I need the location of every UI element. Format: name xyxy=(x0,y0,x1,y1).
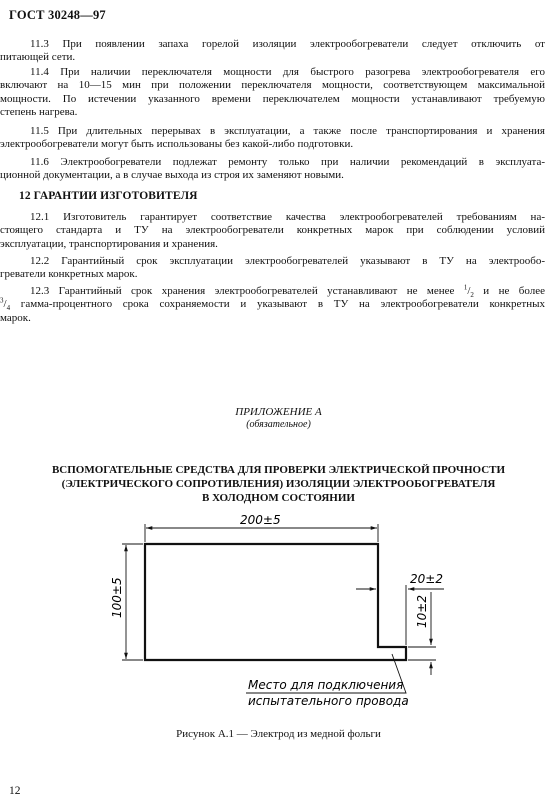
paragraph-line: ционной документации, а в случае выхода из строя их заменяют новыми. xyxy=(0,169,344,182)
paragraph-line: питающей сети. xyxy=(0,51,76,64)
figure-caption: Рисунок А.1 — Электрод из медной фольги xyxy=(176,728,381,740)
paragraph-line: 11.6 Электрообогреватели подлежат ремонту только при наличии рекомендаций в эксплуата- xyxy=(30,156,545,168)
electrode-outline xyxy=(145,544,406,660)
appendix-label: ПРИЛОЖЕНИЕ А xyxy=(235,406,322,418)
dim-tab-width-label: 20±2 xyxy=(410,572,443,586)
paragraph-line: стоящего стандарта и ТУ на электрообогреватели конкретных марок при соблюдении условий xyxy=(0,224,545,237)
paragraph-line: $^3/_4$ гамма-процентного срока сохраняемости и указывают в ТУ на электрообогреватели конкретных xyxy=(0,296,545,313)
callout-line: Место для подключения xyxy=(248,678,404,692)
appendix-status: (обязательное) xyxy=(246,419,311,430)
appendix-title-line: (ЭЛЕКТРИЧЕСКОГО СОПРОТИВЛЕНИЯ) ИЗОЛЯЦИИ ЭЛЕКТРООБОГРЕВАТЕЛЯ xyxy=(61,478,496,490)
paragraph-line: марок. xyxy=(0,311,31,324)
appendix-title-line: ВСПОМОГАТЕЛЬНЫЕ СРЕДСТВА ДЛЯ ПРОВЕРКИ ЭЛЕКТРИЧЕСКОЙ ПРОЧНОСТИ xyxy=(51,464,506,476)
dim-width-label: 200±5 xyxy=(240,513,281,527)
paragraph-line: 11.3 При появлении запаха горелой изоляции электрообогреватели следует отключить от xyxy=(30,38,545,50)
paragraph-line: мощности. По истечении указанного времени переключателем мощности устанавливают требуемую xyxy=(0,92,545,105)
fraction-numerator: 3 xyxy=(0,296,4,305)
paragraph-line: эксплуатации, транспортирования и хранения. xyxy=(0,237,218,250)
paragraph-line: степень нагрева. xyxy=(0,105,78,118)
paragraph-line: 12.1 Изготовитель гарантирует соответствие качества электрообогревателей требованиям на- xyxy=(30,211,545,223)
paragraph-line: 12.2 Гарантийный срок эксплуатации электрообогревателей указывают в ТУ на электрообо- xyxy=(30,255,545,267)
fraction-denominator: 4 xyxy=(6,304,11,313)
fraction-numerator: 1 xyxy=(463,283,468,292)
paragraph-line: включают на 10—15 мин при положении переключателя мощности, соответствующем максимальной xyxy=(0,79,545,92)
paragraph-line: 11.4 При наличии переключателя мощности для быстрого разогрева электрообогревателя его xyxy=(30,66,545,78)
paragraph-line: 11.5 При длительных перерывах в эксплуатации, а также после транспортирования и хранения xyxy=(30,125,545,137)
paragraph-line: электрообогреватели могут быть использованы без какой-либо подготовки. xyxy=(0,138,354,151)
dim-height-label: 100±5 xyxy=(110,577,124,618)
fraction-denominator: 2 xyxy=(470,291,474,300)
paragraph-line: греватели конкретных марок. xyxy=(0,268,138,281)
appendix-title-line: В ХОЛОДНОМ СОСТОЯНИИ xyxy=(202,492,355,504)
callout-line: испытательного провода xyxy=(248,694,409,708)
page-number: 12 xyxy=(9,785,21,797)
dim-tab-height-label: 10±2 xyxy=(415,595,429,628)
section-12-heading: 12 ГАРАНТИИ ИЗГОТОВИТЕЛЯ xyxy=(19,190,198,202)
paragraph-line: 12.3 Гарантийный срок хранения электрообогревателей устанавливают не менее $^1/_2$ и не более xyxy=(30,283,545,300)
standard-number: ГОСТ 30248—97 xyxy=(9,8,106,22)
